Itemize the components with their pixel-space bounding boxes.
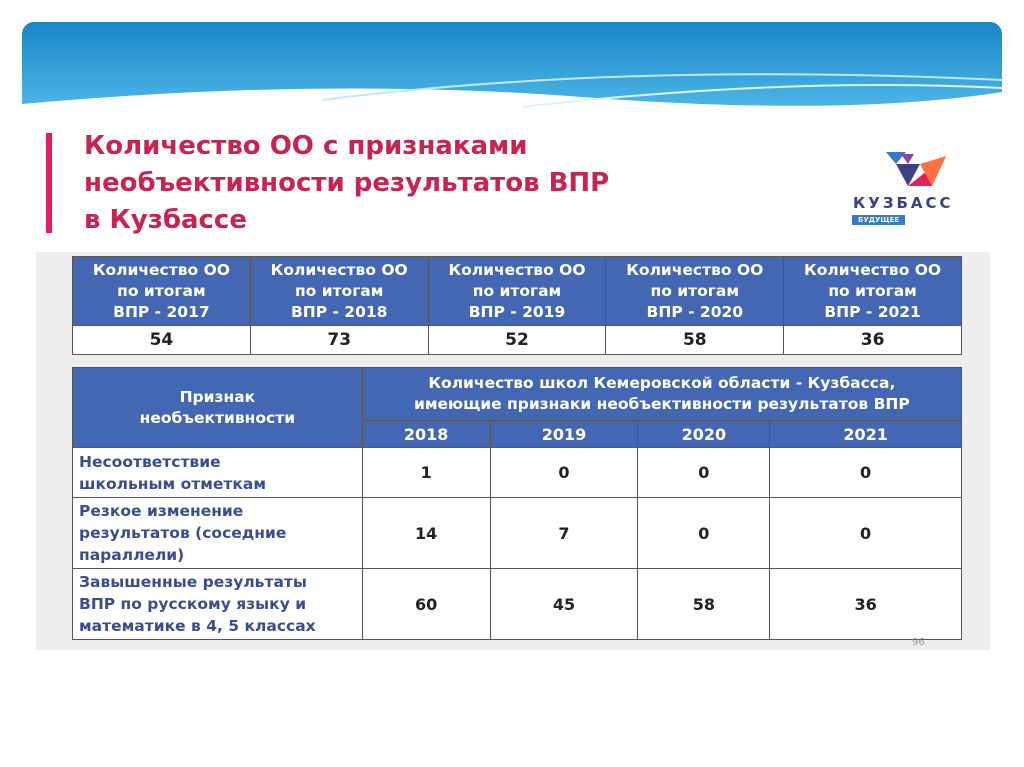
detail-year-2018: 2018 (362, 421, 490, 448)
row-label: Резкое изменение результатов (соседние параллели) (73, 498, 363, 569)
summary-table (72, 256, 962, 355)
summary-value-2019: 52 (428, 326, 606, 355)
logo-tagline: БУДУЩЕЕ (852, 215, 905, 225)
summary-value-row (73, 326, 962, 355)
row-value: 60 (362, 569, 490, 640)
row-value: 45 (490, 569, 638, 640)
summary-value-2021: 36 (784, 326, 962, 355)
logo-brand: КУЗБАСС (853, 194, 954, 212)
row-value: 7 (490, 498, 638, 569)
summary-header-2019: Количество ОО по итогам ВПР - 2019 (428, 257, 606, 326)
detail-year-2019: 2019 (490, 421, 638, 448)
slide-title: Количество ОО с признаками необъективности результатов ВПР в Кузбассе (84, 131, 610, 235)
summary-header-2018: Количество ОО по итогам ВПР - 2018 (250, 257, 428, 326)
summary-value-2018: 73 (250, 326, 428, 355)
title-accent-bar (46, 133, 52, 233)
table-row (73, 448, 962, 498)
table-row (73, 498, 962, 569)
row-value: 1 (362, 448, 490, 498)
summary-value-2020: 58 (606, 326, 784, 355)
detail-group-header: Количество школ Кемеровской области - Кузбасса, имеющие признаки необъективности результатов ВПР (362, 368, 961, 421)
detail-header-row (73, 368, 962, 421)
detail-table (72, 367, 962, 640)
row-value: 0 (490, 448, 638, 498)
summary-header-2017: Количество ОО по итогам ВПР - 2017 (73, 257, 251, 326)
row-value: 0 (638, 448, 770, 498)
table-row (73, 569, 962, 640)
detail-year-2020: 2020 (638, 421, 770, 448)
row-label: Завышенные результаты ВПР по русскому языку и математике в 4, 5 классах (73, 569, 363, 640)
summary-header-2021: Количество ОО по итогам ВПР - 2021 (784, 257, 962, 326)
summary-value-2017: 54 (73, 326, 251, 355)
summary-header-row (73, 257, 962, 326)
detail-year-2021: 2021 (770, 421, 962, 448)
detail-label-header: Признак необъективности (73, 368, 363, 448)
row-label: Несоответствие школьным отметкам (73, 448, 363, 498)
row-value: 0 (770, 498, 962, 569)
page-number: 96 (912, 637, 925, 648)
summary-header-2020: Количество ОО по итогам ВПР - 2020 (606, 257, 784, 326)
row-value: 36 (770, 569, 962, 640)
row-value: 58 (638, 569, 770, 640)
row-value: 14 (362, 498, 490, 569)
row-value: 0 (638, 498, 770, 569)
row-value: 0 (770, 448, 962, 498)
